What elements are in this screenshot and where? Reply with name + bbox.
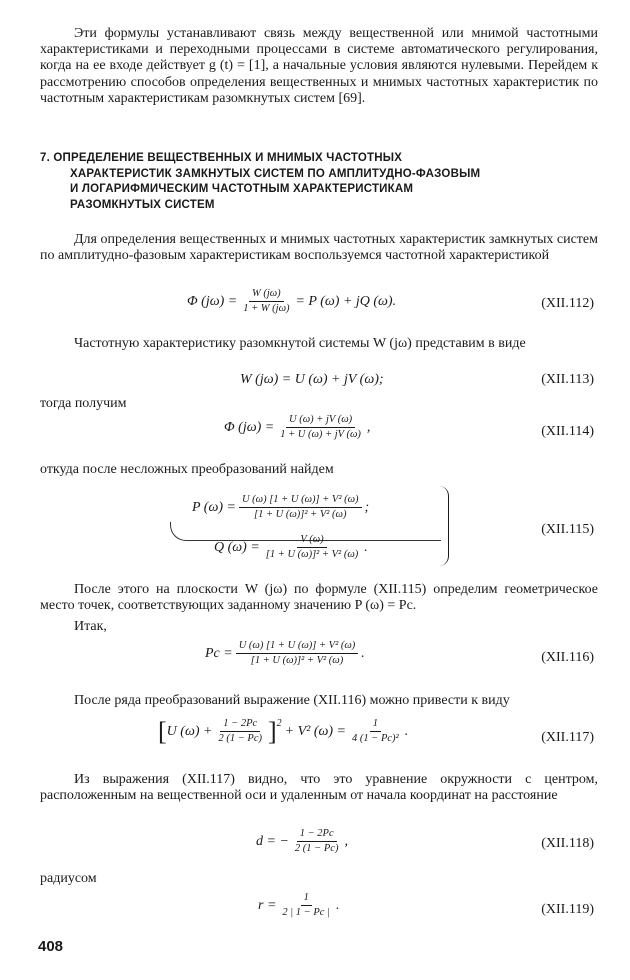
equation-number-115: (XII.115)	[541, 522, 594, 537]
eq112-numerator: W (jω)	[249, 288, 284, 302]
eq114-denominator: 1 + U (ω) + jV (ω)	[280, 429, 361, 440]
eq114-rhs: ,	[366, 419, 371, 435]
eq117-numerator: 1 − 2Pc	[220, 718, 260, 732]
eq119-numerator: 1	[301, 892, 312, 906]
heading-line-3: И ЛОГАРИФМИЧЕСКИМ ЧАСТОТНЫМ ХАРАКТЕРИСТИКАМ	[70, 183, 414, 195]
paragraph-definition: Для определения вещественных и мнимых частотных характеристик замкнутых систем по амплитудно-фазовым характеристикам воспользуемся частотной характеристикой	[40, 232, 598, 264]
eq117-numerator-2: 1	[370, 718, 381, 732]
eq119-denominator: 2 | 1 − Pc |	[282, 907, 330, 918]
eq115-q-fraction	[263, 534, 361, 561]
eq112-fraction	[240, 288, 292, 315]
equation-xii-113: W (jω) = U (ω) + jV (ω);	[240, 372, 384, 387]
equation-number-113: (XII.113)	[541, 372, 594, 387]
paragraph-circle: Из выражения (XII.117) видно, что это уравнение окружности с центром, расположенным на вещественной оси и удаленным от начала координат на расстояние	[40, 772, 598, 804]
eq114-lhs: Φ (jω) =	[224, 419, 275, 435]
paragraph-intro: Эти формулы устанавливают связь между вещественной или мнимой частотными характеристиками и переходными процессами в системе автоматического регулирования, когда на ее входе действует g (t) = [1], а начальные условия являются нулевыми. Перейдем к рассмотрению способов определения вещественных и мнимых частотных характеристик по частотным характеристикам разомкнутых систем [69].	[40, 26, 598, 106]
eq112-lhs: Φ (jω) =	[187, 293, 238, 309]
paragraph-radius: радиусом	[40, 871, 97, 886]
eq117-denominator-2: 4 (1 − Pc)²	[352, 733, 399, 744]
paragraph-reduce: После ряда преобразований выражение (XII.116) можно привести к виду	[74, 693, 510, 708]
eq119-lhs: r =	[258, 897, 277, 913]
eq112-denominator: 1 + W (jω)	[243, 303, 290, 314]
equation-number-117: (XII.117)	[541, 730, 594, 745]
eq119-fraction	[279, 892, 333, 919]
system-brace	[438, 486, 449, 566]
paragraph-then: тогда получим	[40, 396, 127, 411]
eq116-rhs: .	[361, 645, 365, 661]
eq118-lhs: d = −	[256, 833, 289, 849]
equation-xii-117	[158, 718, 408, 745]
equation-number-116: (XII.116)	[541, 650, 594, 665]
eq115-p-rhs: ;	[364, 499, 370, 515]
eq115-q-numerator: V (ω)	[297, 534, 326, 548]
equation-number-112: (XII.112)	[541, 296, 594, 311]
heading-line-4: РАЗОМКНУТЫХ СИСТЕМ	[70, 198, 215, 211]
eq118-rhs: ,	[344, 833, 348, 849]
equation-xii-115-q	[214, 534, 368, 561]
eq118-fraction	[292, 828, 342, 855]
eq116-denominator: [1 + U (ω)]² + V² (ω)	[250, 655, 344, 666]
paragraph-transformations: откуда после несложных преобразований найдем	[40, 462, 334, 477]
eq117-middle: + V² (ω) =	[284, 723, 347, 739]
eq117-close-bracket: ]	[267, 716, 277, 746]
eq115-p-numerator: U (ω) [1 + U (ω)] + V² (ω)	[239, 494, 362, 508]
equation-xii-119	[258, 892, 339, 919]
eq116-lhs: Pc =	[205, 645, 233, 661]
eq115-p-lhs: P (ω) =	[192, 499, 236, 515]
section-heading	[40, 151, 580, 213]
eq117-denominator: 2 (1 − Pc)	[218, 733, 262, 744]
eq117-end: .	[404, 723, 409, 739]
equation-xii-112	[187, 288, 396, 315]
eq115-q-rhs: .	[364, 539, 368, 555]
eq115-p-fraction	[239, 494, 362, 521]
heading-line-1: 7. ОПРЕДЕЛЕНИЕ ВЕЩЕСТВЕННЫХ И МНИМЫХ ЧАСТОТНЫХ	[40, 152, 403, 164]
eq119-rhs: .	[335, 897, 340, 913]
eq115-q-lhs: Q (ω) =	[214, 539, 260, 555]
page-number: 408	[38, 938, 64, 955]
eq116-numerator: U (ω) [1 + U (ω)] + V² (ω)	[236, 640, 359, 654]
eq112-rhs: = P (ω) + jQ (ω).	[295, 293, 397, 309]
equation-xii-114	[224, 414, 370, 441]
paragraph-open-loop: Частотную характеристику разомкнутой системы W (jω) представим в виде	[74, 336, 526, 351]
equation-number-119: (XII.119)	[541, 902, 594, 917]
eq118-numerator: 1 − 2Pc	[297, 828, 337, 842]
eq117-open-bracket: [	[158, 716, 167, 746]
eq114-numerator: U (ω) + jV (ω)	[286, 414, 355, 428]
heading-line-2: ХАРАКТЕРИСТИК ЗАМКНУТЫХ СИСТЕМ ПО АМПЛИТУДНО-ФАЗОВЫМ	[70, 167, 481, 180]
paragraph-locus: После этого на плоскости W (jω) по формуле (XII.115) определим геометрическое место точек, соответствующих заданному значению P (ω) = Pc.	[40, 582, 598, 614]
eq115-q-denominator: [1 + U (ω)]² + V² (ω)	[265, 549, 359, 560]
paragraph-thus: Итак,	[74, 619, 107, 634]
eq117-fraction	[215, 718, 265, 745]
eq114-fraction	[277, 414, 364, 441]
eq117-square: 2	[276, 718, 282, 729]
eq118-denominator: 2 (1 − Pc)	[294, 843, 339, 854]
equation-number-118: (XII.118)	[541, 836, 594, 851]
equation-xii-115-p	[192, 494, 369, 521]
equation-xii-116	[205, 640, 365, 667]
equation-number-114: (XII.114)	[541, 424, 594, 439]
equation-xii-118	[256, 828, 348, 855]
eq115-p-denominator: [1 + U (ω)]² + V² (ω)	[254, 509, 347, 520]
eq117-fraction-2	[349, 718, 402, 745]
eq116-fraction	[236, 640, 359, 667]
eq117-term-a: U (ω) +	[166, 723, 213, 739]
